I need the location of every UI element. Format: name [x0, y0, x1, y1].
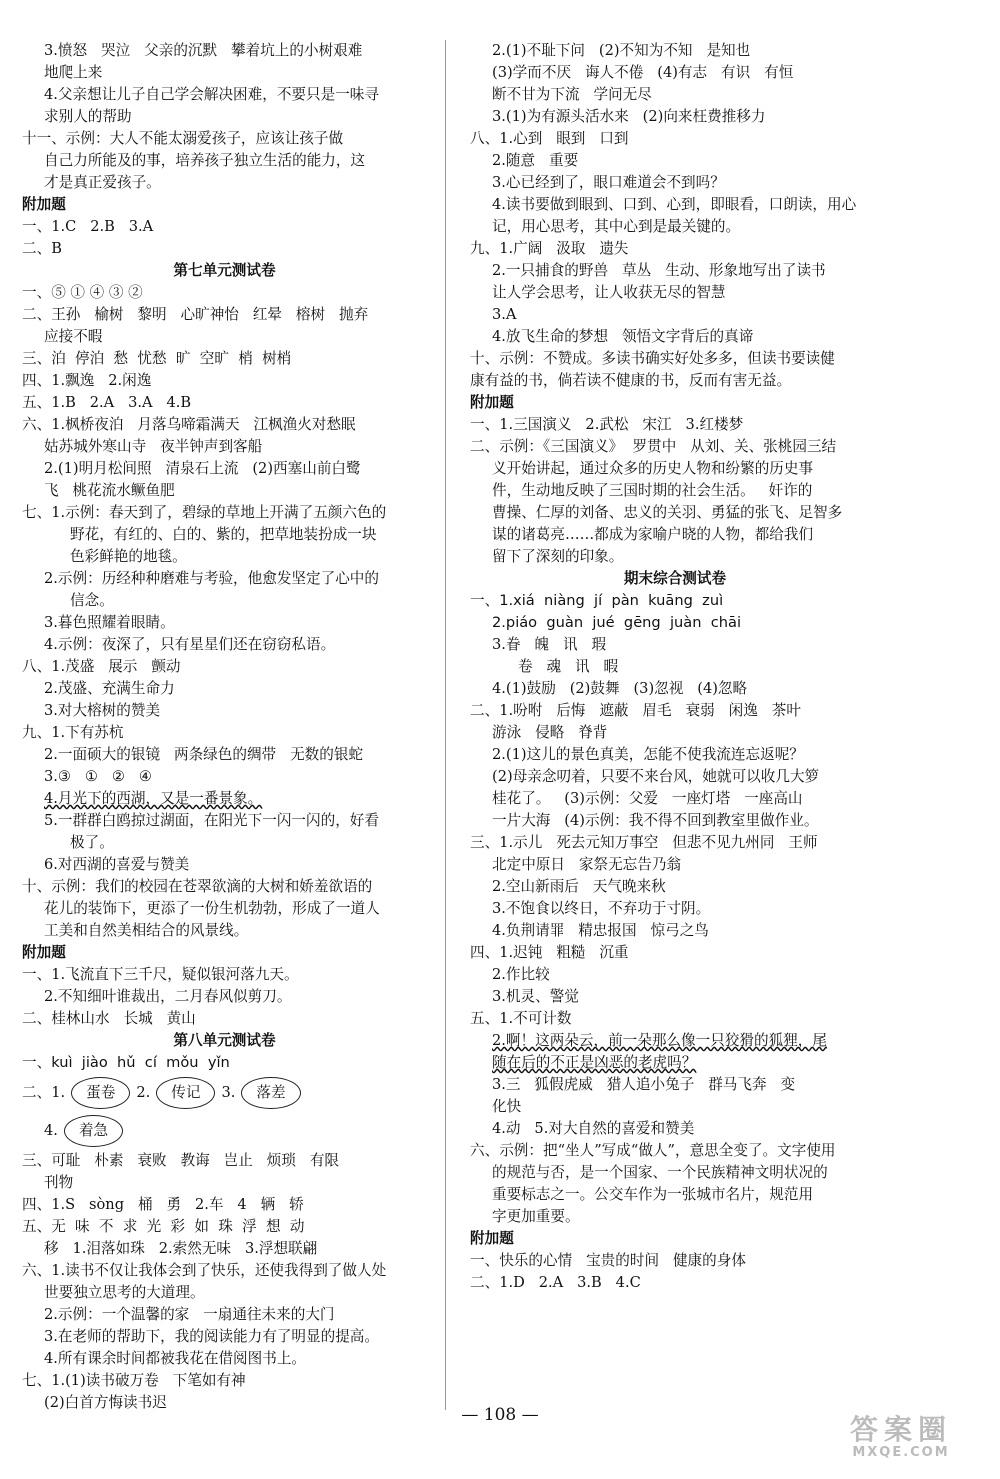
watermark-text: 答案圈 — [849, 1413, 952, 1446]
answer-line: 卷 魂 讯 暇 — [518, 658, 619, 675]
answer-line: 4.月光下的西湖，又是一番景象。 — [44, 790, 263, 807]
answer-line: 世要独立思考的大道理。 — [44, 1284, 205, 1301]
answer-line: 化快 — [492, 1098, 522, 1115]
answer-line: 花儿的装饰下，更添了一份生机勃勃，形成了一道人 — [44, 900, 380, 917]
answer-line: 2.示例：历经种种磨难与考验，他愈发坚定了心中的 — [44, 570, 379, 587]
answer-line: 4.父亲想让儿子自己学会解决困难，不要只是一味寻 — [44, 86, 379, 103]
answer-line: 一片大海 (4)示例：我不得不回到教室里做作业。 — [492, 812, 819, 829]
circled-word: 落差 — [241, 1077, 300, 1109]
answer-line: 2.随意 重要 — [492, 152, 579, 169]
answer-line: 十一、示例：大人不能太溺爱孩子，应该让孩子做 — [22, 130, 344, 147]
answer-line: 五、1.不可计数 — [470, 1010, 572, 1027]
answer-line: 谋的诸葛亮……都成为家喻户晓的人物，都给我们 — [492, 526, 814, 543]
answer-line: 2.(1)不耻下问 (2)不知为不知 是知也 — [492, 42, 751, 59]
answer-line: 六、1.读书不仅让我体会到了快乐，还使我得到了做人处 — [22, 1262, 387, 1279]
answer-line: 字更加重要。 — [492, 1208, 580, 1225]
answer-line: 第七单元测试卷 — [173, 262, 276, 279]
answer-line: 二、1.D 2.A 3.B 4.C — [470, 1274, 641, 1291]
left-column — [22, 40, 427, 1414]
answer-line: 七、1.示例：春天到了，碧绿的草地上开满了五颜六色的 — [22, 504, 387, 521]
answer-line: 随在后的不正是凶恶的老虎吗？ — [492, 1054, 697, 1071]
answer-line: 野花，有红的、白的、紫的，把草地装扮成一块 — [70, 526, 377, 543]
answer-line: 五、无 味 不 求 光 彩 如 珠 浮 想 动 — [22, 1218, 305, 1235]
answer-line: 二、王孙 榆树 黎明 心旷神怡 红晕 榕树 抛弃 — [22, 306, 369, 323]
answer-line: (2)白首方悔读书迟 — [44, 1394, 167, 1411]
answer-line: 义开始讲起，通过众多的历史人物和纷繁的历史事 — [492, 460, 814, 477]
answer-line: 十、示例：我们的校园在苍翠欲滴的大树和娇羞欲语的 — [22, 878, 373, 895]
answer-line: 四、1.S sòng 桶 勇 2.车 4 辆 轿 — [22, 1196, 304, 1213]
answer-line: 2.茂盛、充满生命力 — [44, 680, 175, 697]
answer-line: 一、1.飞流直下三千尺，疑似银河落九天。 — [22, 966, 299, 983]
answer-line: 信念。 — [70, 592, 114, 609]
answer-line: 件，生动地反映了三国时期的社会生活。 奸诈的 — [492, 482, 813, 499]
answer-line: 四、1.飘逸 2.闲逸 — [22, 372, 152, 389]
answer-line: 曹操、仁厚的刘备、忠义的关羽、勇猛的张飞、足智多 — [492, 504, 843, 521]
answer-line: 记，用心思考，其中心到是最关键的。 — [492, 218, 741, 235]
answer-line: 附加题 — [22, 196, 66, 213]
answer-line: (3)学而不厌 诲人不倦 (4)有志 有识 有恒 — [492, 64, 794, 81]
answer-line: 4.读书要做到眼到、口到、心到，即眼看，口朗读，用心 — [492, 196, 857, 213]
answer-line: 2.(1)这儿的景色真美，怎能不使我流连忘返呢？ — [492, 746, 804, 763]
question-number: 3. — [221, 1084, 236, 1101]
answer-line: 二、示例：《三国演义》 罗贯中 从刘、关、张桃园三结 — [470, 438, 837, 455]
circled-words-row — [22, 1074, 427, 1112]
answer-line: 附加题 — [22, 944, 66, 961]
answer-line: 九、1.下有苏杭 — [22, 724, 124, 741]
answer-line: 3.③ ① ② ④ — [44, 768, 153, 785]
answer-line: 3.不饱食以终日，不弃功于寸阴。 — [492, 900, 711, 917]
answer-line: 3.暮色照耀着眼睛。 — [44, 614, 175, 631]
answer-line: 二、1.吩咐 后悔 遮蔽 眉毛 衰弱 闲逸 茶叶 — [470, 702, 801, 719]
circled-word: 蛋卷 — [71, 1077, 130, 1109]
answer-line: 刊物 — [44, 1174, 74, 1191]
answer-line: 姑苏城外寒山寺 夜半钟声到客船 — [44, 438, 263, 455]
answer-line: 期末综合测试卷 — [623, 570, 727, 587]
answer-line: 重要标志之一。公交车作为一张城市名片，规范用 — [492, 1186, 814, 1203]
answer-line: 留下了深刻的印象。 — [492, 548, 624, 565]
answer-line: 3.(1)为有源头活水来 (2)向来枉费推移力 — [492, 108, 766, 125]
answer-line: 3.对大榕树的赞美 — [44, 702, 161, 719]
answer-line: (2)母亲念叨着，只要不来台风，她就可以收几大箩 — [492, 768, 820, 785]
answer-line: 自己力所能及的事，培养孩子独立生活的能力，这 — [44, 152, 366, 169]
answer-line: 3.心已经到了，眼口难道会不到吗？ — [492, 174, 725, 191]
answer-line: 2.(1)明月松间照 清泉石上流 (2)西塞山前白鹭 — [44, 460, 361, 477]
answer-line: 四、1.迟钝 粗糙 沉重 — [470, 944, 629, 961]
answer-line: 移 1.泪落如珠 2.索然无味 3.浮想联翩 — [44, 1240, 318, 1257]
answer-line: 二、B — [22, 240, 62, 257]
answer-line: 2.一只捕食的野兽 草丛 生动、形象地写出了读书 — [492, 262, 826, 279]
answer-line: 5.一群群白鸥掠过湖面，在阳光下一闪一闪的，好看 — [44, 812, 379, 829]
answer-line: 2.空山新雨后 天气晚来秋 — [492, 878, 666, 895]
answer-line: 让人学会思考，让人收获无尽的智慧 — [492, 284, 726, 301]
answer-line: 二、桂林山水 长城 黄山 — [22, 1010, 196, 1027]
answer-line: 2.不知细叶谁裁出，二月春风似剪刀。 — [44, 988, 292, 1005]
pinyin-answers: 一、kuì jiào hǔ cí mǒu yǐn — [22, 1054, 230, 1071]
answer-line: 4.示例：夜深了，只有星星们还在窃窃私语。 — [44, 636, 336, 653]
answer-line: 九、1.广阔 汲取 遗失 — [470, 240, 629, 257]
answer-line: 一、快乐的心情 宝贵的时间 健康的身体 — [470, 1252, 746, 1269]
answer-line: 桂花了。 (3)示例：父爱 一座灯塔 一座高山 — [492, 790, 803, 807]
answer-line: 2.一面硕大的银镜 两条绿色的绸带 无数的银蛇 — [44, 746, 364, 763]
watermark-url: MXQE.COM — [852, 1445, 950, 1460]
answer-line: 六、示例：把“坐人”写成“做人”，意思全变了。文字使用 — [470, 1142, 836, 1159]
answer-line: 才是真正爱孩子。 — [44, 174, 161, 191]
watermark-logo — [826, 1415, 976, 1465]
answer-line: 极了。 — [70, 834, 114, 851]
answer-line: 一、1.C 2.B 3.A — [22, 218, 154, 235]
answer-line: 的规范与否，是一个国家、一个民族精神文明状况的 — [492, 1164, 828, 1181]
answer-line: 3.在老师的帮助下，我的阅读能力有了明显的提高。 — [44, 1328, 379, 1345]
answer-line: 3.愤怒 哭泣 父亲的沉默 攀着坑上的小树艰难 — [44, 42, 363, 59]
answer-line: 工美和自然美相结合的风景线。 — [44, 922, 249, 939]
answer-line: 4.(1)鼓励 (2)鼓舞 (3)忽视 (4)忽略 — [492, 680, 748, 697]
page-number: — 108 — — [461, 1405, 539, 1425]
answer-line: 六、1.枫桥夜泊 月落乌啼霜满天 江枫渔火对愁眠 — [22, 416, 356, 433]
question-number: 4. — [44, 1122, 58, 1139]
answer-line: 4.负荆请罪 精忠报国 惊弓之鸟 — [492, 922, 709, 939]
answer-line: 色彩鲜艳的地毯。 — [70, 548, 187, 565]
answer-line: 飞 桃花流水鳜鱼肥 — [44, 482, 175, 499]
answer-line: 一、1.三国演义 2.武松 宋江 3.红楼梦 — [470, 416, 744, 433]
answer-line: 游泳 侵略 脊背 — [492, 724, 608, 741]
circled-word: 着急 — [64, 1115, 123, 1147]
answer-line: 3.三 狐假虎威 猎人追小兔子 群马飞奔 变 — [492, 1076, 796, 1093]
answer-line: 八、1.心到 眼到 口到 — [470, 130, 629, 147]
answer-line: 3.A — [492, 306, 517, 323]
answer-line: 地爬上来 — [44, 64, 103, 81]
answer-line: 3.机灵、警觉 — [492, 988, 579, 1005]
answer-line: 求别人的帮助 — [44, 108, 132, 125]
right-column — [470, 40, 880, 1294]
question-number: 2. — [136, 1084, 151, 1101]
answer-line: 断不甘为下流 学问无尽 — [492, 86, 652, 103]
answer-line: 第八单元测试卷 — [173, 1032, 276, 1049]
answer-line: 4.所有课余时间都被我花在借阅图书上。 — [44, 1350, 307, 1367]
answer-line: 十、示例：不赞成。多读书确实好处多多，但读书要读健 — [470, 350, 835, 367]
answer-line: 一、⑤ ① ④ ③ ② — [22, 284, 143, 301]
answer-line: 6.对西湖的喜爱与赞美 — [44, 856, 190, 873]
answer-line: 五、1.B 2.A 3.A 4.B — [22, 394, 192, 411]
answer-line: 3.眷 魄 讯 瑕 — [492, 636, 607, 653]
circled-words-row — [22, 1112, 427, 1150]
circled-word: 传记 — [156, 1077, 215, 1109]
answer-line: 一、1.xiá niàng jí pàn kuāng zuì — [470, 592, 724, 609]
column-divider — [445, 40, 446, 1410]
answer-line: 三、1.示儿 死去元知万事空 但悲不见九州同 王师 — [470, 834, 818, 851]
answer-line: 应接不暇 — [44, 328, 103, 345]
answer-line: 2.作比较 — [492, 966, 550, 983]
answer-line: 2.示例：一个温馨的家 一扇通往未来的大门 — [44, 1306, 335, 1323]
answer-line: 附加题 — [470, 1230, 514, 1247]
answer-line: 康有益的书，倘若读不健康的书，反而有害无益。 — [470, 372, 792, 389]
answer-line: 八、1.茂盛 展示 颤动 — [22, 658, 181, 675]
answer-line: 七、1.(1)读书破万卷 下笔如有神 — [22, 1372, 246, 1389]
answer-line: 北定中原日 家祭无忘告乃翁 — [492, 856, 682, 873]
answer-line: 三、泊 停泊 愁 忧愁 旷 空旷 梢 树梢 — [22, 350, 292, 367]
answer-line: 4.动 5.对大自然的喜爱和赞美 — [492, 1120, 695, 1137]
answer-line: 4.放飞生命的梦想 领悟文字背后的真谛 — [492, 328, 754, 345]
answer-line: 三、可耻 朴素 衰败 教诲 岂止 烦琐 有限 — [22, 1152, 340, 1169]
question-number: 二、1. — [22, 1084, 66, 1101]
answer-line: 2.啊！这两朵云，前一朵那么像一只狡猾的狐狸，尾 — [492, 1032, 827, 1049]
answer-line: 2.piáo guàn jué gēng juàn chāi — [492, 614, 742, 631]
answer-line: 附加题 — [470, 394, 514, 411]
